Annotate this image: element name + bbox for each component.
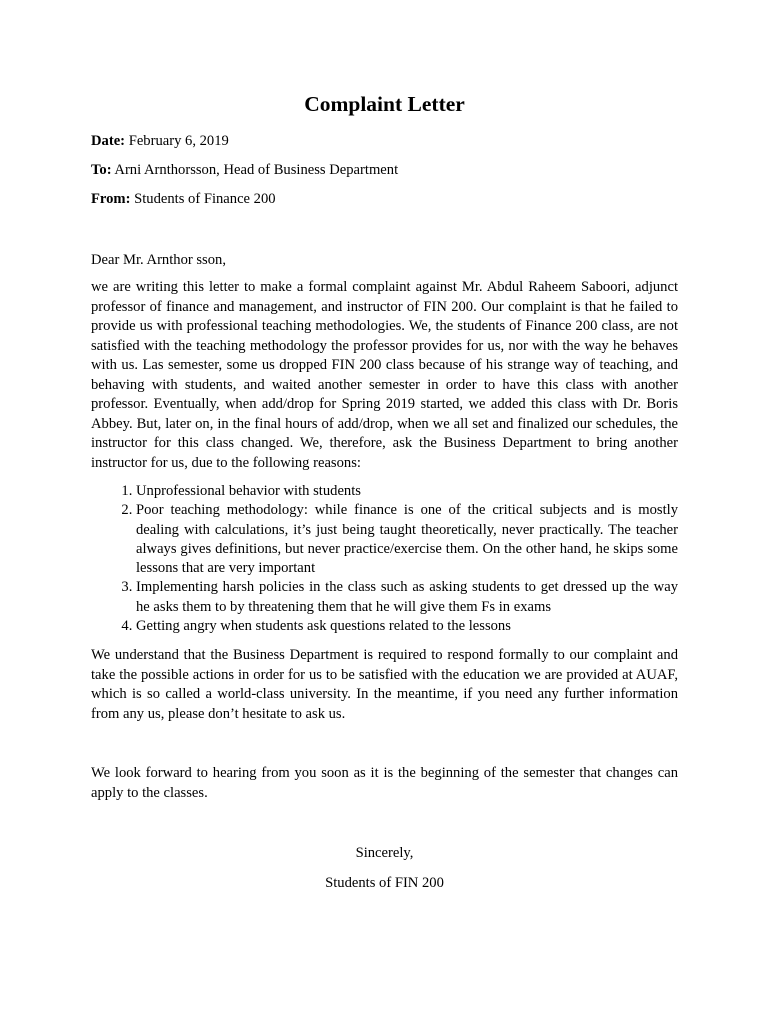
from-label: From:	[91, 191, 131, 207]
date-label: Date:	[91, 133, 126, 149]
from-value: Students of Finance 200	[134, 191, 276, 207]
paragraph-intro: we are writing this letter to make a formal complaint against Mr. Abdul Raheem Saboori, adjunct professor of finance and management, and instructor of FIN 200. Our complaint is that he failed to provide us with professional teaching methodologies. We, the students of Finance 200 class, are not satisfied with the teaching methodology the professor provides for us, nor with the way he behaves with us. Las semester, some us dropped FIN 200 class because of his strange way of teaching, and behaving with students, and waited another semester in order to have this class with another professor. Eventually, when add/drop for Spring 2019 started, we added this class with Dr. Boris Abbey. But, later on, in the final hours of add/drop, when we all set and finalized our schedules, the instructor for this class changed. We, therefore, ask the Business Department to bring another instructor for us, due to the following reasons:	[91, 279, 678, 471]
salutation: Dear Mr. Arnthor sson,	[91, 252, 226, 268]
paragraph-understanding: We understand that the Business Department is required to respond formally to our complaint and take the possible actions in order for us to be satisfied with the education we are provided at AUAF, which is so called a world-class university. In the meantime, if you need any further information from any us, please don’t hesitate to ask us.	[91, 647, 678, 722]
signature: Students of FIN 200	[325, 875, 444, 891]
reason-item: 3. Implementing harsh policies in the class such as asking students to get dressed up the way he asks them to by threatening them that he will give them Fs in exams	[136, 578, 678, 617]
date-line	[91, 131, 229, 151]
to-line	[91, 160, 398, 180]
from-line	[91, 189, 276, 209]
sign-off: Sincerely,	[355, 845, 414, 861]
reason-item: 2. Poor teaching methodology: while finance is one of the critical subjects and is mostly dealing with calculations, it’s just being taught theoretically, never practically. The teacher always gives definitions, but never practice/exercise them. On the other hand, he skips some lessons that are very important	[136, 501, 678, 578]
to-value: Arni Arnthorsson, Head of Business Department	[114, 162, 399, 178]
letter-title: Complaint Letter	[304, 92, 465, 116]
to-label: To:	[91, 162, 112, 178]
date-value: February 6, 2019	[128, 133, 229, 149]
reasons-list	[91, 482, 678, 636]
reason-item: 1. Unprofessional behavior with students	[136, 482, 678, 501]
paragraph-closing: We look forward to hearing from you soon as it is the beginning of the semester that changes can apply to the classes.	[91, 765, 678, 801]
reason-item: 4. Getting angry when students ask questions related to the lessons	[136, 617, 678, 636]
